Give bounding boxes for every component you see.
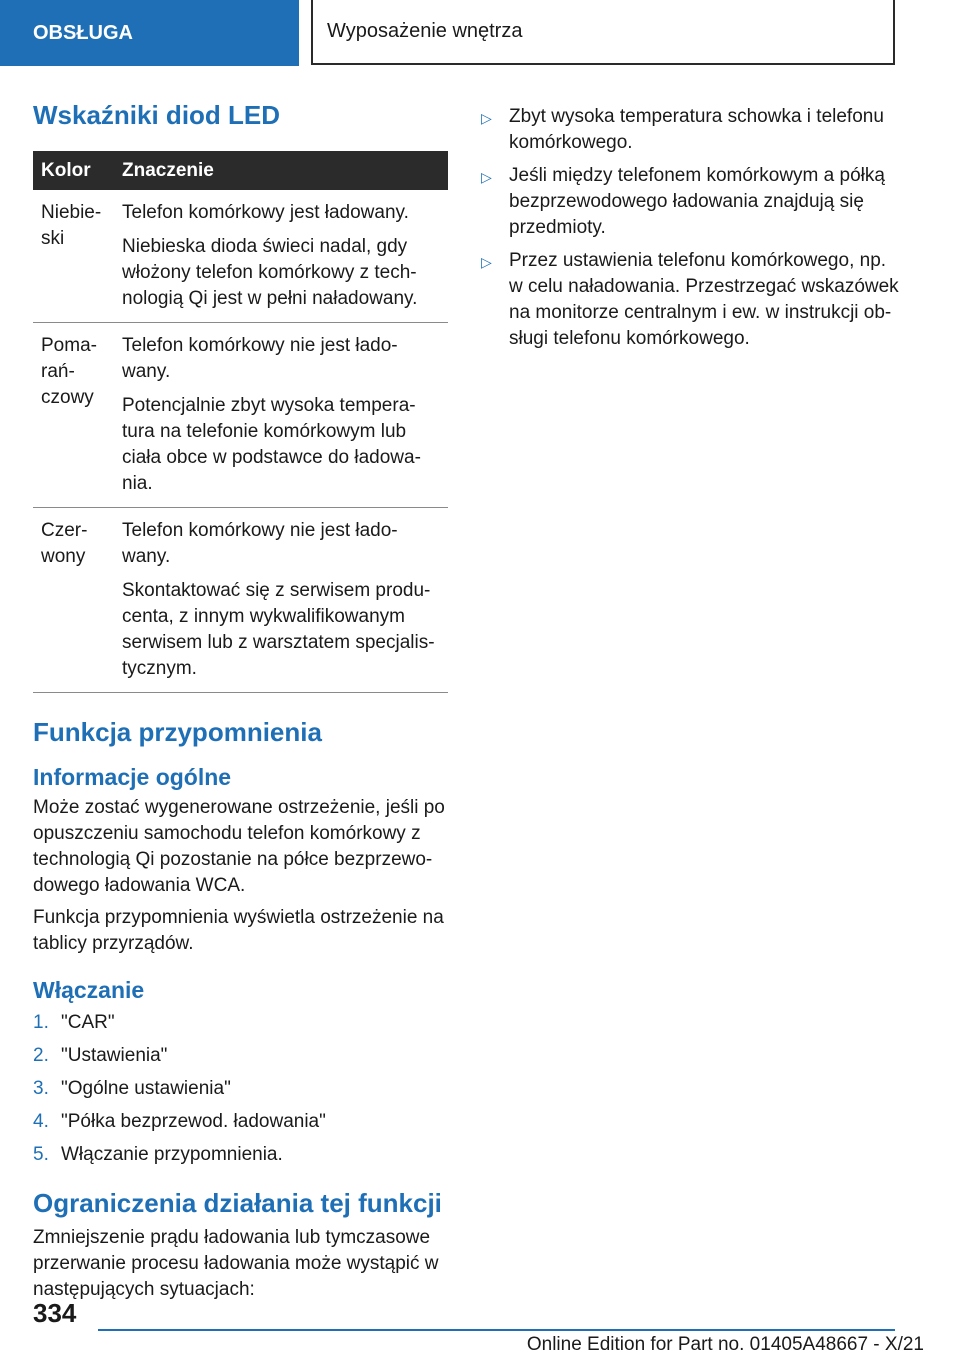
step-text: Włączanie przypomnienia. bbox=[61, 1144, 283, 1165]
step-number: 5. bbox=[33, 1144, 49, 1165]
led-color-cell: Czer- wony bbox=[33, 508, 114, 693]
list-item bbox=[33, 1109, 448, 1135]
list-item bbox=[33, 1142, 448, 1168]
led-col-color: Kolor bbox=[33, 151, 114, 190]
bullet-text: Jeśli między telefonem komórkowym a półką bezprzewodowego ładowania znajdują się przedmioty. bbox=[509, 165, 885, 238]
led-meaning-cell bbox=[114, 323, 448, 508]
led-color-cell: Niebie- ski bbox=[33, 190, 114, 323]
list-item bbox=[481, 248, 901, 352]
led-meaning-line: Skontaktować się z serwisem produ-centa, z innym wykwalifikowanym serwisem lub z warsztatem specjalis-tycznym. bbox=[122, 580, 435, 679]
list-item bbox=[481, 163, 901, 241]
led-color-cell: Poma- rań- czowy bbox=[33, 323, 114, 508]
table-row bbox=[33, 508, 448, 693]
general-info-paragraph: Funkcja przypomnienia wyświetla ostrzeżenie na tablicy przyrządów. bbox=[33, 907, 444, 954]
led-table bbox=[33, 151, 448, 693]
led-meaning-line: Telefon komórkowy nie jest łado-wany. bbox=[122, 335, 398, 382]
led-meaning-cell bbox=[114, 508, 448, 693]
step-number: 1. bbox=[33, 1012, 49, 1033]
header-chapter-label: Wyposażenie wnętrza bbox=[327, 20, 523, 42]
limits-bullets bbox=[481, 104, 901, 352]
bullet-text: Przez ustawienia telefonu komórkowego, np. w celu naładowania. Przestrzegać wskazówek na monitorze centralnym i ew. w instrukcji ob-sługi telefonu komórkowego. bbox=[509, 250, 899, 349]
header-chapter-box bbox=[311, 0, 895, 65]
footer-divider bbox=[98, 1329, 895, 1331]
led-meaning-line: Telefon komórkowy jest ładowany. bbox=[122, 202, 409, 223]
reminder-section-title: Funkcja przypomnienia bbox=[33, 717, 322, 747]
led-section-title: Wskaźniki diod LED bbox=[33, 100, 281, 130]
triangle-bullet-icon: ▷ bbox=[481, 169, 492, 185]
led-meaning-line: Telefon komórkowy nie jest łado-wany. bbox=[122, 520, 398, 567]
led-col-meaning: Znaczenie bbox=[114, 151, 448, 190]
step-number: 4. bbox=[33, 1111, 49, 1132]
footer-edition: Online Edition for Part no. 01405A48667 - X/21 bbox=[526, 1334, 924, 1355]
list-item bbox=[33, 1043, 448, 1069]
general-info-paragraph: Może zostać wygenerowane ostrzeżenie, jeśli po opuszczeniu samochodu telefon komórkowy z technologią Qi pozostanie na półce bezprzewo-dowego ładowania WCA. bbox=[33, 797, 445, 896]
step-text: "Półka bezprzewod. ładowania" bbox=[61, 1111, 326, 1132]
general-info-title: Informacje ogólne bbox=[33, 764, 232, 790]
left-column bbox=[33, 100, 448, 1303]
step-text: "Ustawienia" bbox=[61, 1045, 168, 1066]
led-meaning-line: Niebieska dioda świeci nadal, gdy włożony telefon komórkowy z tech-nologią Qi jest w pełni naładowany. bbox=[122, 236, 418, 309]
right-column bbox=[481, 104, 901, 359]
limits-paragraph: Zmniejszenie prądu ładowania lub tymczasowe przerwanie procesu ładowania może wystąpić w następujących sytuacjach: bbox=[33, 1227, 439, 1300]
triangle-bullet-icon: ▷ bbox=[481, 254, 492, 270]
bullet-text: Zbyt wysoka temperatura schowka i telefonu komórkowego. bbox=[509, 106, 884, 153]
led-table-header bbox=[33, 151, 448, 190]
table-row bbox=[33, 323, 448, 508]
limits-section-title: Ograniczenia działania tej funkcji bbox=[33, 1188, 442, 1218]
triangle-bullet-icon: ▷ bbox=[481, 110, 492, 126]
step-text: "CAR" bbox=[61, 1012, 115, 1033]
enable-steps bbox=[33, 1010, 448, 1168]
led-meaning-cell bbox=[114, 190, 448, 323]
header-section-label: OBSŁUGA bbox=[33, 21, 133, 44]
header-section-tab bbox=[0, 0, 299, 66]
step-number: 3. bbox=[33, 1078, 49, 1099]
enable-title: Włączanie bbox=[33, 977, 145, 1003]
page-number: 334 bbox=[33, 1298, 77, 1328]
table-row bbox=[33, 190, 448, 323]
step-text: "Ogólne ustawienia" bbox=[61, 1078, 231, 1099]
led-meaning-line: Potencjalnie zbyt wysoka tempera-tura na telefonie komórkowym lub ciała obce w podstawce do ładowa-nia. bbox=[122, 395, 421, 494]
list-item bbox=[33, 1010, 448, 1036]
list-item bbox=[481, 104, 901, 156]
step-number: 2. bbox=[33, 1045, 49, 1066]
list-item bbox=[33, 1076, 448, 1102]
